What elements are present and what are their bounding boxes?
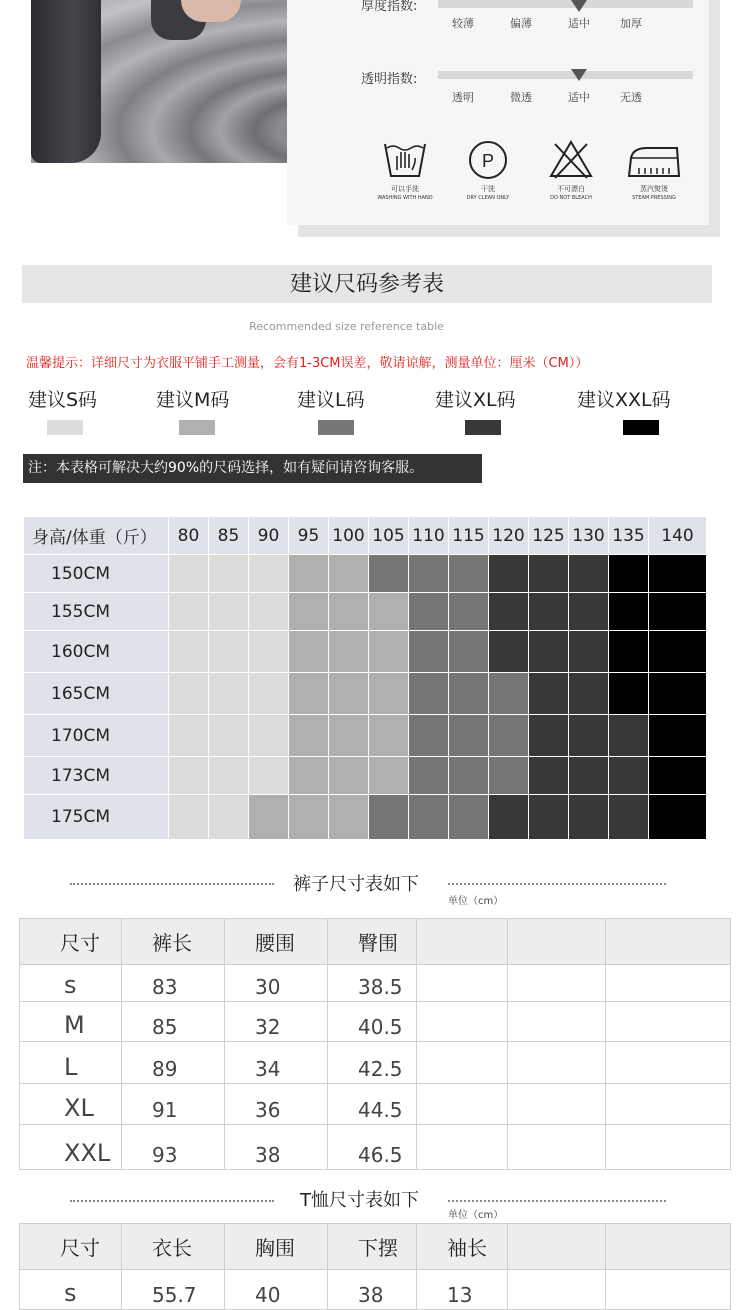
no-bleach-icon xyxy=(549,140,593,180)
grid-size-cell xyxy=(329,795,369,840)
grid-weight-header: 95 xyxy=(289,517,329,555)
tshirt-header-cell: 胸围 xyxy=(225,1224,328,1270)
care-label-en: DRY CLEAN ONLY xyxy=(466,195,510,201)
grid-size-cell xyxy=(249,555,289,593)
transparency-option: 无透 xyxy=(620,91,642,104)
grid-size-cell xyxy=(569,593,609,631)
care-label-cn: 干洗 xyxy=(481,185,495,193)
pants-unit: 单位（cm） xyxy=(448,896,504,907)
grid-size-cell xyxy=(489,555,529,593)
dry-clean-icon xyxy=(466,140,510,180)
pants-header-cell xyxy=(606,919,731,965)
divider-dots xyxy=(448,883,666,885)
grid-size-cell xyxy=(529,795,569,840)
tshirt-header-cell: 尺寸 xyxy=(20,1224,122,1270)
pants-size-cell: XXL xyxy=(20,1125,122,1170)
grid-size-cell xyxy=(289,593,329,631)
grid-size-cell xyxy=(609,715,649,757)
grid-size-cell xyxy=(449,631,489,673)
grid-size-cell xyxy=(409,631,449,673)
grid-size-cell xyxy=(529,631,569,673)
grid-size-cell xyxy=(249,631,289,673)
pants-value-cell: 93 xyxy=(122,1125,225,1170)
grid-height-label: 170CM xyxy=(24,715,169,757)
grid-size-cell xyxy=(169,555,209,593)
size-l-swatch xyxy=(318,420,354,435)
grid-size-cell xyxy=(569,673,609,715)
pants-value-cell xyxy=(606,965,731,1002)
grid-size-cell xyxy=(169,795,209,840)
tshirt-unit: 单位（cm） xyxy=(448,1210,504,1221)
grid-size-cell xyxy=(169,715,209,757)
grid-size-cell xyxy=(489,631,529,673)
grid-size-cell xyxy=(569,715,609,757)
grid-size-cell xyxy=(449,555,489,593)
grid-size-cell xyxy=(409,757,449,795)
steam-iron-icon xyxy=(627,140,681,180)
grid-size-cell xyxy=(409,715,449,757)
pants-value-cell: 36 xyxy=(225,1084,328,1125)
pants-value-cell xyxy=(508,1125,606,1170)
pants-value-cell xyxy=(417,1125,508,1170)
pants-size-table xyxy=(19,918,731,1170)
grid-size-cell xyxy=(369,631,409,673)
grid-size-cell xyxy=(289,757,329,795)
thickness-marker xyxy=(571,0,587,12)
grid-weight-header: 110 xyxy=(409,517,449,555)
hand-wash-icon xyxy=(383,140,427,180)
grid-size-cell xyxy=(209,715,249,757)
grid-size-cell xyxy=(369,795,409,840)
pants-value-cell xyxy=(508,1042,606,1084)
transparency-option: 透明 xyxy=(452,91,474,104)
size-note: 注：本表格可解决大约90%的尺码选择，如有疑问请咨询客服。 xyxy=(23,454,482,483)
pants-value-cell xyxy=(508,965,606,1002)
pants-header-cell: 尺寸 xyxy=(20,919,122,965)
pants-value-cell xyxy=(417,965,508,1002)
thickness-option: 适中 xyxy=(568,17,590,30)
grid-weight-header: 140 xyxy=(649,517,707,555)
grid-size-cell xyxy=(449,795,489,840)
tshirt-value-cell: 13 xyxy=(417,1270,508,1310)
grid-size-cell xyxy=(249,673,289,715)
grid-size-cell xyxy=(529,555,569,593)
grid-size-cell xyxy=(369,715,409,757)
grid-size-cell xyxy=(289,631,329,673)
height-weight-grid xyxy=(23,516,707,840)
care-label-cn: 不可漂白 xyxy=(557,185,585,193)
grid-size-cell xyxy=(249,795,289,840)
tshirt-table-title: T恤尺寸表如下 xyxy=(300,1190,419,1211)
pants-header-cell xyxy=(508,919,606,965)
care-no-bleach xyxy=(531,140,611,201)
care-label-en: DO NOT BLEACH xyxy=(550,195,592,201)
size-xxl-label: 建议XXL码 xyxy=(577,389,671,411)
pants-size-cell: M xyxy=(20,1002,122,1042)
tshirt-header-cell xyxy=(606,1224,731,1270)
grid-size-cell xyxy=(609,673,649,715)
grid-size-cell xyxy=(489,715,529,757)
grid-header-label: 身高/体重（斤） xyxy=(24,517,169,555)
grid-size-cell xyxy=(249,715,289,757)
tshirt-header-cell: 袖长 xyxy=(417,1224,508,1270)
care-dry-clean xyxy=(448,140,528,201)
size-xl-label: 建议XL码 xyxy=(435,389,516,411)
pants-value-cell: 89 xyxy=(122,1042,225,1084)
grid-size-cell xyxy=(609,593,649,631)
care-label-cn: 可以手洗 xyxy=(391,185,419,193)
pants-size-cell: s xyxy=(20,965,122,1002)
pants-value-cell: 83 xyxy=(122,965,225,1002)
grid-weight-header: 100 xyxy=(329,517,369,555)
grid-size-cell xyxy=(369,757,409,795)
grid-height-label: 150CM xyxy=(24,555,169,593)
pants-value-cell: 38.5 xyxy=(328,965,417,1002)
grid-size-cell xyxy=(609,555,649,593)
transparency-label: 透明指数: xyxy=(361,72,418,87)
size-xxl-swatch xyxy=(623,420,659,435)
pants-value-cell xyxy=(606,1084,731,1125)
grid-size-cell xyxy=(289,795,329,840)
care-hand-wash xyxy=(365,140,445,201)
grid-size-cell xyxy=(209,631,249,673)
grid-height-label: 165CM xyxy=(24,673,169,715)
pants-value-cell xyxy=(606,1125,731,1170)
tshirt-header-cell: 下摆 xyxy=(328,1224,417,1270)
grid-size-cell xyxy=(409,593,449,631)
pants-value-cell xyxy=(417,1002,508,1042)
pants-value-cell: 44.5 xyxy=(328,1084,417,1125)
transparency-option: 适中 xyxy=(568,91,590,104)
thickness-option: 加厚 xyxy=(620,17,642,30)
care-steam-iron xyxy=(614,140,694,201)
size-s-label: 建议S码 xyxy=(28,389,98,411)
grid-size-cell xyxy=(329,631,369,673)
tshirt-value-cell: 40 xyxy=(225,1270,328,1310)
grid-weight-header: 125 xyxy=(529,517,569,555)
size-m-label: 建议M码 xyxy=(156,389,230,411)
grid-weight-header: 80 xyxy=(169,517,209,555)
grid-size-cell xyxy=(449,673,489,715)
grid-size-cell xyxy=(249,593,289,631)
grid-size-cell xyxy=(209,757,249,795)
grid-size-cell xyxy=(369,673,409,715)
transparency-option: 微透 xyxy=(510,91,532,104)
grid-size-cell xyxy=(569,631,609,673)
grid-size-cell xyxy=(249,757,289,795)
grid-size-cell xyxy=(529,715,569,757)
grid-size-cell xyxy=(649,555,707,593)
grid-size-cell xyxy=(529,757,569,795)
grid-size-cell xyxy=(529,673,569,715)
grid-size-cell xyxy=(649,757,707,795)
pants-header-cell xyxy=(417,919,508,965)
grid-size-cell xyxy=(449,715,489,757)
grid-size-cell xyxy=(649,631,707,673)
pants-value-cell: 91 xyxy=(122,1084,225,1125)
grid-size-cell xyxy=(289,715,329,757)
grid-size-cell xyxy=(169,673,209,715)
grid-size-cell xyxy=(489,795,529,840)
grid-size-cell xyxy=(289,673,329,715)
tshirt-header-cell xyxy=(508,1224,606,1270)
grid-size-cell xyxy=(489,757,529,795)
measurement-tip: 温馨提示：详细尺寸为衣服平铺手工测量，会有1-3CM误差，敬请谅解，测量单位：厘米（CM）） xyxy=(26,356,589,371)
grid-size-cell xyxy=(649,715,707,757)
grid-size-cell xyxy=(569,555,609,593)
grid-size-cell xyxy=(609,757,649,795)
svg-text:P: P xyxy=(481,151,495,171)
pants-value-cell xyxy=(508,1002,606,1042)
pants-value-cell xyxy=(508,1084,606,1125)
grid-size-cell xyxy=(329,757,369,795)
grid-height-label: 160CM xyxy=(24,631,169,673)
fabric-info-panel xyxy=(287,0,709,225)
grid-size-cell xyxy=(569,795,609,840)
divider-dots xyxy=(448,1200,666,1202)
size-reference-subtitle: Recommended size reference table xyxy=(249,320,444,333)
thickness-label: 厚度指数: xyxy=(361,0,418,14)
transparency-track xyxy=(438,71,693,79)
grid-height-label: 175CM xyxy=(24,795,169,840)
size-l-label: 建议L码 xyxy=(297,389,365,411)
grid-size-cell xyxy=(169,593,209,631)
grid-height-label: 155CM xyxy=(24,593,169,631)
tshirt-value-cell: 55.7 xyxy=(122,1270,225,1310)
grid-size-cell xyxy=(169,631,209,673)
grid-size-cell xyxy=(289,555,329,593)
pants-size-cell: L xyxy=(20,1042,122,1084)
pants-value-cell xyxy=(606,1042,731,1084)
grid-size-cell xyxy=(209,593,249,631)
grid-size-cell xyxy=(649,673,707,715)
tshirt-value-cell: 38 xyxy=(328,1270,417,1310)
tshirt-header-cell: 衣长 xyxy=(122,1224,225,1270)
grid-size-cell xyxy=(329,593,369,631)
care-label-cn: 蒸汽熨烫 xyxy=(640,185,668,193)
grid-size-cell xyxy=(449,757,489,795)
pants-value-cell: 30 xyxy=(225,965,328,1002)
grid-size-cell xyxy=(369,593,409,631)
tshirt-size-cell: s xyxy=(20,1270,122,1310)
pants-header-cell: 裤长 xyxy=(122,919,225,965)
thickness-track xyxy=(438,0,693,8)
grid-size-cell xyxy=(649,593,707,631)
pants-value-cell: 38 xyxy=(225,1125,328,1170)
transparency-marker xyxy=(571,69,587,81)
pants-value-cell: 40.5 xyxy=(328,1002,417,1042)
pants-value-cell: 34 xyxy=(225,1042,328,1084)
pants-value-cell xyxy=(417,1042,508,1084)
pants-value-cell: 85 xyxy=(122,1002,225,1042)
pants-size-cell: XL xyxy=(20,1084,122,1125)
pants-header-cell: 臀围 xyxy=(328,919,417,965)
grid-size-cell xyxy=(489,673,529,715)
pants-table-title: 裤子尺寸表如下 xyxy=(293,874,419,895)
thickness-option: 较薄 xyxy=(452,17,474,30)
pants-value-cell xyxy=(606,1002,731,1042)
grid-size-cell xyxy=(489,593,529,631)
grid-height-label: 173CM xyxy=(24,757,169,795)
pants-value-cell: 42.5 xyxy=(328,1042,417,1084)
tshirt-value-cell xyxy=(508,1270,606,1310)
grid-size-cell xyxy=(649,795,707,840)
grid-size-cell xyxy=(209,673,249,715)
pants-value-cell: 32 xyxy=(225,1002,328,1042)
grid-size-cell xyxy=(329,673,369,715)
pants-value-cell xyxy=(417,1084,508,1125)
grid-size-cell xyxy=(209,795,249,840)
grid-size-cell xyxy=(169,757,209,795)
grid-size-cell xyxy=(329,715,369,757)
grid-weight-header: 135 xyxy=(609,517,649,555)
care-label-en: STEAM PRESSING xyxy=(632,195,676,201)
grid-size-cell xyxy=(569,757,609,795)
grid-size-cell xyxy=(609,631,649,673)
grid-weight-header: 90 xyxy=(249,517,289,555)
size-s-swatch xyxy=(47,420,83,435)
pants-value-cell: 46.5 xyxy=(328,1125,417,1170)
grid-size-cell xyxy=(329,555,369,593)
care-label-en: WASHING WITH HAND xyxy=(377,195,433,201)
grid-weight-header: 85 xyxy=(209,517,249,555)
grid-size-cell xyxy=(369,555,409,593)
grid-size-cell xyxy=(409,555,449,593)
tshirt-value-cell xyxy=(606,1270,731,1310)
grid-size-cell xyxy=(609,795,649,840)
grid-size-cell xyxy=(209,555,249,593)
grid-size-cell xyxy=(529,593,569,631)
divider-dots xyxy=(70,1200,274,1202)
pants-header-cell: 腰围 xyxy=(225,919,328,965)
size-xl-swatch xyxy=(465,420,501,435)
grid-weight-header: 105 xyxy=(369,517,409,555)
grid-weight-header: 115 xyxy=(449,517,489,555)
grid-weight-header: 120 xyxy=(489,517,529,555)
size-m-swatch xyxy=(179,420,215,435)
grid-size-cell xyxy=(409,673,449,715)
grid-weight-header: 130 xyxy=(569,517,609,555)
size-reference-title: 建议尺码参考表 xyxy=(22,265,712,303)
divider-dots xyxy=(70,883,274,885)
grid-size-cell xyxy=(449,593,489,631)
grid-size-cell xyxy=(409,795,449,840)
thickness-option: 偏薄 xyxy=(510,17,532,30)
